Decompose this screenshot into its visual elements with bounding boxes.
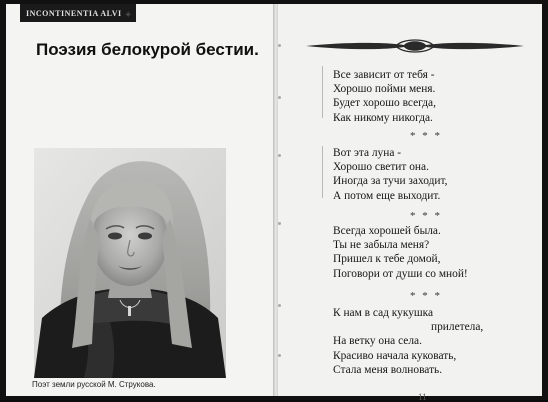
binding-dot xyxy=(278,154,281,157)
author-photo xyxy=(34,148,226,378)
poem-line: Хорошо светит она. xyxy=(333,161,429,174)
binding-dot xyxy=(278,304,281,307)
poem-line: А потом еще выходит. xyxy=(333,189,441,202)
stanza-4 xyxy=(333,306,483,377)
pencil-mark xyxy=(322,146,323,198)
poem-line: К нам в сад кукушка xyxy=(333,307,434,319)
left-page xyxy=(6,4,275,396)
stanza-1 xyxy=(333,68,436,125)
page-title: Поэзия белокурой бестии. xyxy=(36,40,259,59)
poem-line: прилетела, xyxy=(431,321,484,334)
magazine-header: INCONTINENTIA ALVI xyxy=(20,4,136,22)
poem-line: Пришел к тебе домой, xyxy=(333,253,441,266)
poem-line: Красиво начала куковать, xyxy=(333,349,457,362)
header-mark-icon: ✦ xyxy=(124,10,133,21)
poem-line: Всегда хорошей была. xyxy=(333,225,441,237)
poem-line: Будет хорошо всегда, xyxy=(333,97,436,110)
poem-line: На ветку она села. xyxy=(333,335,422,348)
stanza-separator: * * * xyxy=(410,210,442,222)
portrait-image xyxy=(34,148,226,378)
poem-line: Хорошо пойми меня. xyxy=(333,83,436,96)
right-page xyxy=(278,4,542,402)
poem-line: Иногда за тучи заходит, xyxy=(333,175,448,188)
poem-line: Все зависит от тебя - xyxy=(333,69,435,81)
poem-line: Стала меня волновать. xyxy=(333,363,443,376)
ornament-divider-icon xyxy=(304,36,526,56)
binding-dot xyxy=(278,354,281,357)
pencil-mark xyxy=(322,66,323,118)
binding-dot xyxy=(278,222,281,225)
poem-line: Вот эта луна - xyxy=(333,147,402,159)
page-number: 11 xyxy=(418,392,427,402)
poem-line: Как никому никогда. xyxy=(333,111,433,124)
stanza-3 xyxy=(333,224,468,281)
poem-line: Поговори от души со мной! xyxy=(333,267,468,280)
stanza-separator: * * * xyxy=(410,290,442,302)
stanza-2 xyxy=(333,146,447,203)
binding-dot xyxy=(278,44,281,47)
photo-caption: Поэт земли русской М. Струкова. xyxy=(32,380,156,389)
stanza-separator: * * * xyxy=(410,130,442,142)
binding-dot xyxy=(278,96,281,99)
poem-line: Ты не забыла меня? xyxy=(333,239,430,252)
